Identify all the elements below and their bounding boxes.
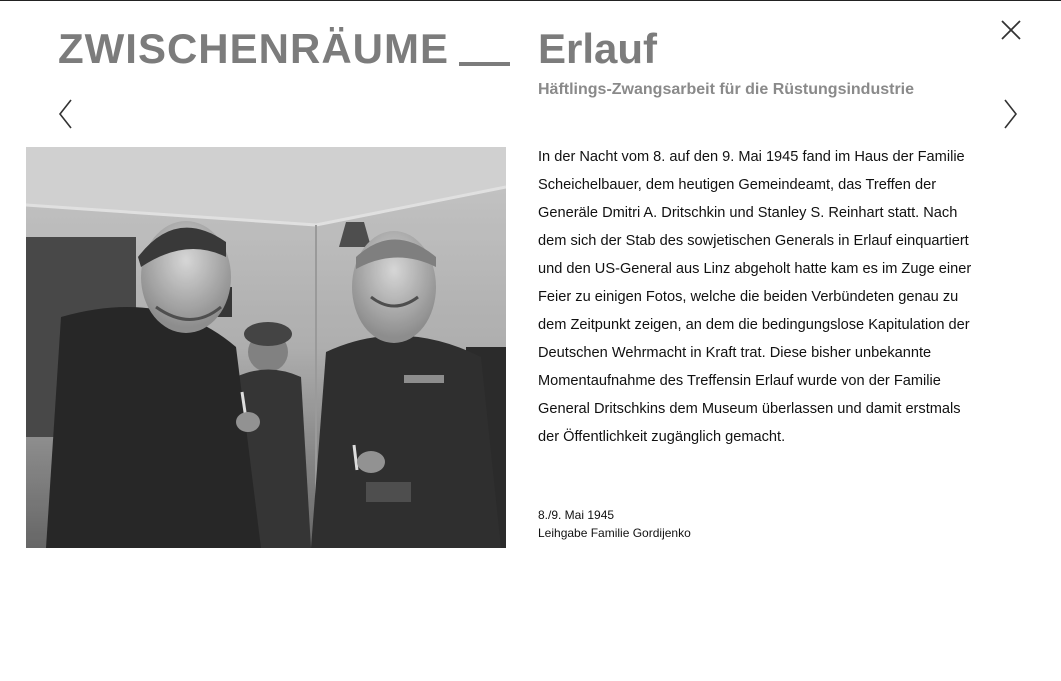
chevron-right-icon [1000,98,1020,130]
page-title: Erlauf [538,25,658,72]
historical-photo[interactable] [26,147,506,548]
previous-button[interactable] [56,98,76,130]
page-subtitle: Häftlings-Zwangsarbeit für die Rüstungsindustrie [538,81,915,98]
photo-caption [538,506,983,542]
caption-date: 8./9. Mai 1945 [538,508,615,522]
caption-credit: Leihgabe Familie Gordijenko [538,526,691,540]
title-separator [459,62,510,66]
next-button[interactable] [1000,98,1020,130]
chevron-left-icon [56,98,76,130]
brand-title: ZWISCHENRÄUME [58,25,449,72]
close-icon [1000,19,1022,41]
top-border [0,0,1061,1]
close-button[interactable] [1000,19,1022,41]
article-text: In der Nacht vom 8. auf den 9. Mai 1945 fand im Haus der Familie Scheichelbauer, dem heutigen Gemeindeamt, das Treffen der Generäle Dmitri A. Dritschkin und Stanley S. Reinhart statt. Nach dem sich der Stab des sowjetischen Generals in Erlauf einquartiert und den US-General aus Linz abgeholt hatte kam es im Zuge einer Feier zu einigen Fotos, welche die beiden Verbündeten genau zu dem Zeitpunkt zeigen, an dem die bedingungslose Kapitulation der Deutschen Wehrmacht in Kraft trat. Diese bisher unbekannte Momentaufnahme des Treffensin Erlauf wurde von der Familie General Dritschkins dem Museum überlassen und damit erstmals der Öffentlichkeit zugänglich gemacht. [538,149,972,445]
